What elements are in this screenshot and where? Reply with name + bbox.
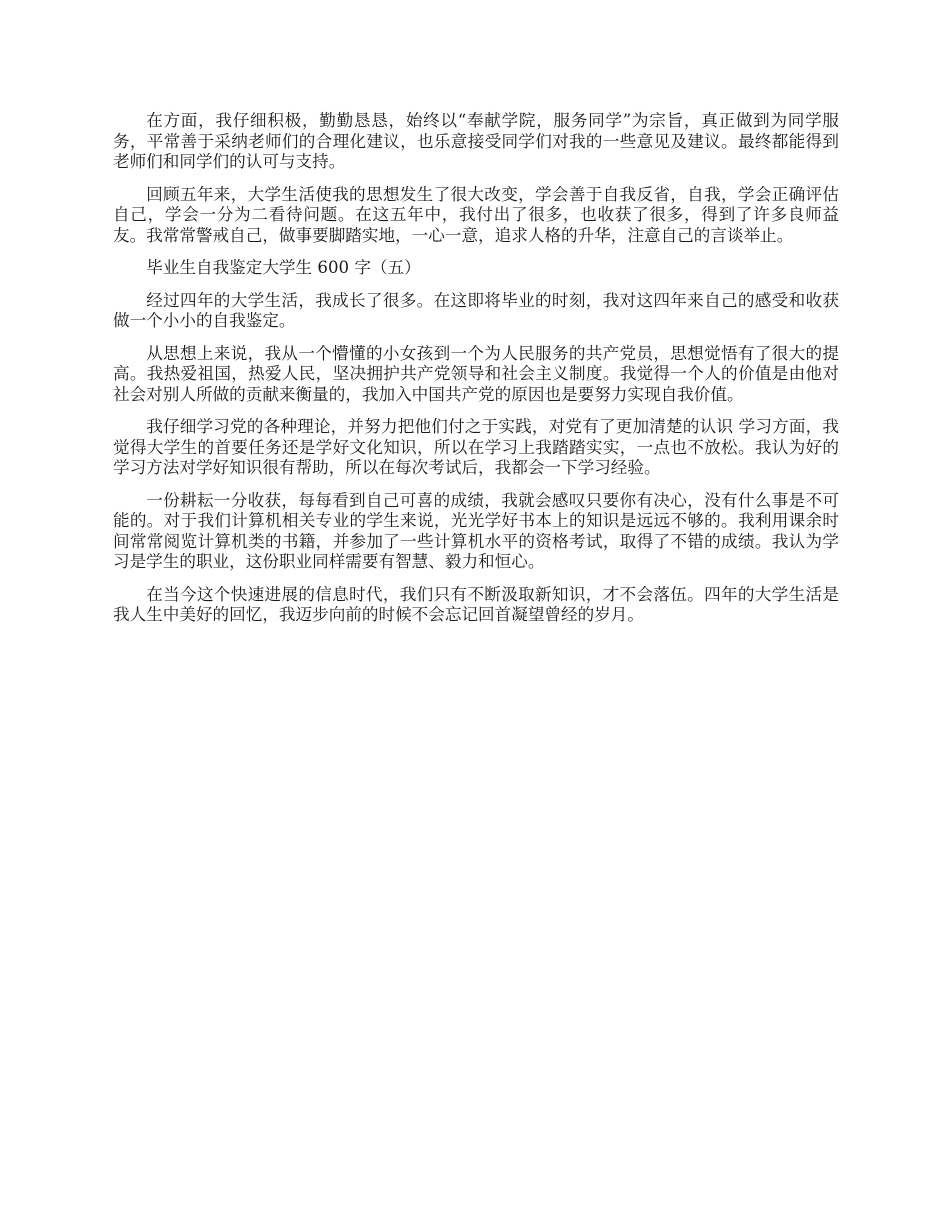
paragraph-4: 从思想上来说，我从一个懵懂的小女孩到一个为人民服务的共产党员，思想觉悟有了很大的提高。我热爱祖国，热爱人民，坚决拥护共产党领导和社会主义制度。我觉得一个人的价值是由他对社会对别人所做的贡献来衡量的，我加入中国共产党的原因也是要努力实现自我价值。	[113, 343, 839, 404]
paragraph-5: 我仔细学习党的各种理论，并努力把他们付之于实践，对党有了更加清楚的认识 学习方面，我觉得大学生的首要任务还是学好文化知识，所以在学习上我踏踏实实，一点也不放松。我认为好的学习方法对学好知识很有帮助，所以在每次考试后，我都会一下学习经验。	[113, 417, 839, 477]
paragraph-7: 在当今这个快速进展的信息时代，我们只有不断汲取新知识，才不会落伍。四年的大学生活是我人生中美好的回忆，我迈步向前的时候不会忘记回首凝望曾经的岁月。	[113, 584, 839, 624]
document-body	[113, 111, 839, 638]
section-heading: 毕业生自我鉴定大学生 600 字（五）	[146, 258, 421, 277]
paragraph-3: 经过四年的大学生活，我成长了很多。在这即将毕业的时刻，我对这四年来自己的感受和收获做一个小小的自我鉴定。	[113, 290, 839, 330]
paragraph-1: 在方面，我仔细积极，勤勤恳恳，始终以“奉献学院，服务同学”为宗旨，真正做到为同学服务，平常善于采纳老师们的合理化建议，也乐意接受同学们对我的一些意见及建议。最终都能得到老师们和同学们的认可与支持。	[113, 111, 839, 171]
paragraph-6: 一份耕耘一分收获，每每看到自己可喜的成绩，我就会感叹只要你有决心，没有什么事是不可能的。对于我们计算机相关专业的学生来说，光光学好书本上的知识是远远不够的。我利用课余时间常常阅览计算机类的书籍，并参加了一些计算机水平的资格考试，取得了不错的成绩。我认为学习是学生的职业，这份职业同样需要有智慧、毅力和恒心。	[113, 490, 839, 571]
paragraph-2: 回顾五年来，大学生活使我的思想发生了很大改变，学会善于自我反省，自我，学会正确评估自己，学会一分为二看待问题。在这五年中，我付出了很多，也收获了很多，得到了许多良师益友。我常常警戒自己，做事要脚踏实地，一心一意，追求人格的升华，注意自己的言谈举止。	[113, 184, 839, 245]
